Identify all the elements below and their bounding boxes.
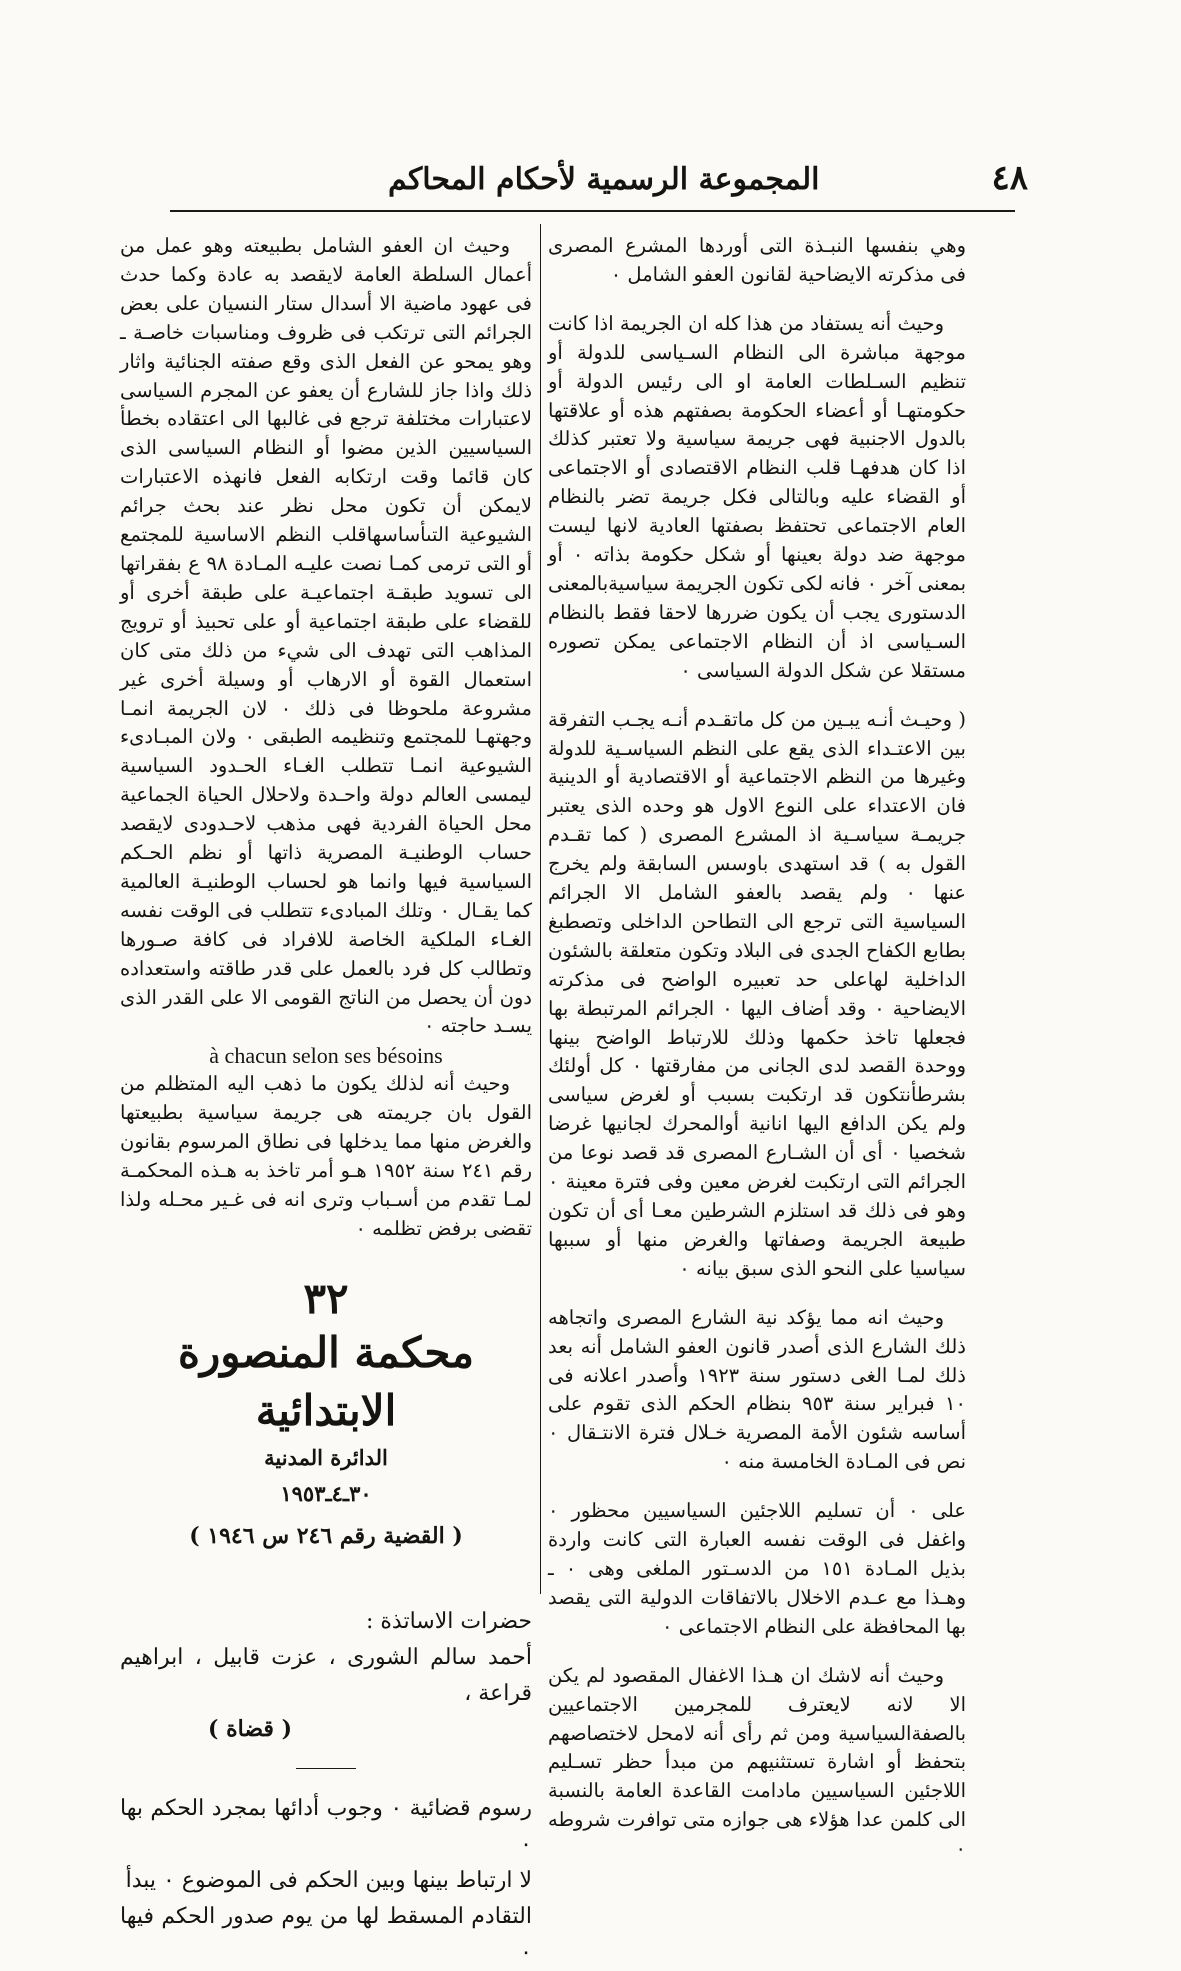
judges-names: أحمد سالم الشورى ، عزت قابيل ، ابراهيم قراعة ، <box>120 1644 532 1706</box>
header-rule <box>170 210 1015 212</box>
circuit-name: الدائرة المدنية <box>264 1444 388 1470</box>
summary-line: التقادم المسقط لها من يوم صدور الحكم فيها ٠ <box>120 1903 532 1965</box>
paragraph: وحيث أنه لاشك ان هـذا الاغفال المقصود لم يكن الا لانه لايعترف للمجرمين الاجتماعيين بالصفةالسياسية ومن ثم رأى أنه لامحل لاختصاصهم بتحفظ أو اشارة تستثنيهم من مبدأ حظر تسـليم اللاجئين السياسيين مادامت القاعدة العامة بالنسبة الى كلمن عدا هؤلاء هى جوازه متى توافرت شروطه ٠ <box>548 1663 966 1861</box>
paragraph: وحيث انه مما يؤكد نية الشارع المصرى واتجاهه ذلك الشارع الذى أصدر قانون العفو الشامل أنه بعد ذلك لمـا الغى دستور سنة ١٩٢٣ وأصدر اعلانه فى ١٠ فبراير سنة ٩٥٣ بنظام الحكم الذى تقوم على أساسه شئون الأمة المصرية خـلال فترة الانتـقال ٠ نص فى المـادة الخامسة منه ٠ <box>548 1305 966 1474</box>
running-title: المجموعة الرسمية لأحكام المحاكم <box>388 162 820 197</box>
section-divider <box>296 1768 356 1769</box>
closing-paragraph: وحيث أنه لذلك يكون ما ذهب اليه المتظلم من القول بان جريمته هى جريمة سياسية بطبيعتها والغرض منها مما يدخلها فى نطاق المرسوم بقانون رقم ٢٤١ سنة ١٩٥٢ هـو أمر تاخذ به هـذه المحكمـة لمـا تقدم من أسـباب وترى انه فى غـير محـله ولذا تقضى برفض تظلمه ٠ <box>120 1072 532 1240</box>
paragraph: على ٠ أن تسليم اللاجئين السياسيين محظور ٠ واغفل فى الوقت نفسه العبارة التى كانت واردة بذيل المـادة ١٥١ من الدسـتور الملغى وهى ٠ ـ وهـذا مع عـدم الاخلال بالاتفاقات الدولية التى يقصد بها المحافظة على النظام الاجتماعى ٠ <box>548 1499 966 1638</box>
summary-line: رسوم قضائية ٠ وجوب أدائها بمجرد الحكم بها ٠ <box>120 1795 532 1857</box>
paragraph: وحيث أنه يستفاد من هذا كله ان الجريمة اذا كانت موجهة مباشرة الى النظام السـياسى للدولة أو تنظيم السـلطات العامة او الى رئيس الدولة أو حكومتهـا أو أعضاء الحكومة بصفتهم هذه أو علاقتها بالدول الاجنبية فهى جريمة سياسية ولا تعتبر كذلك اذا كان هدفهـا قلب النظام الاقتصادى أو الاجتماعى أو القضاء عليه وبالتالى فكل جريمة تضر بالنظام العام الاجتماعى تحتفظ بصفتها العادية لانها ليست موجهة ضد دولة بعينها أو شكل حكومة بذاته ٠ أو بمعنى آخر ٠ فانه لكى تكون الجريمة سياسيةبالمعنى الدستورى يجب أن يكون ضررها لاحقا فقط بالنظام السـياسى اذ أن النظام الاجتماعى يمكن تصوره مستقلا عن شكل الدولة السياسى ٠ <box>548 311 966 682</box>
latin-quote: à chacun selon ses bésoins <box>209 1043 443 1069</box>
column-divider <box>540 224 541 1594</box>
section-number: ٣٢ <box>303 1273 349 1323</box>
paragraph: وحيث ان العفو الشامل بطبيعته وهو عمل من أعمال السلطة العامة لايقصد به عادة وكما حدث فى عهود ماضية الا أسدال ستار النسيان على بعض الجرائم التى ترتكب فى ظروف ومناسبات خاصـة ـ وهو يمحو عن الفعل الذى وقع صفته الجنائية واثار ذلك واذا جاز للشارع أن يعفو عن المجرم السياسى لاعتبارات مختلفة ترجع فى غالبها الى اعتقاده بخطأ السياسيين الذين مضوا أو النظام السياسى الذى كان قائما وقت ارتكابه الفعل فانهذه الاعتبارات لايمكن أن تكون محل نظر عند بحث جرائم الشيوعية التىأساسهاقلب النظم الاساسية للمجتمع أو التى ترمى كمـا نصت عليـه المـادة ٩٨ ع بفقراتها الى تسويد طبقـة اجتماعيـة على طبقة أخرى أو للقضاء على طبقة اجتماعية أو على تحبيذ أو ترويج المذاهب التى تهدف الى شيء من ذلك متى كان استعمال القوة أو الارهاب أو وسيلة أخرى غير مشروعة ملحوظا فى ذلك ٠ لان الجريمة انمـا وجهتهـا للمجتمع وتنظيمه الطبقى ٠ ولان المبـادىء الشيوعية انمـا تتطلب الغـاء الحـدود السياسية ليمسى العالم دولة واحـدة ولاحلال الحياة الجماعية محل الحياة الفردية فهى مذهب لاحـدودى لايقصد حساب الوطنيـة المصرية ذاتها أو نظم الحـكم السياسية فيها وانما هو لحساب الوطنيـة العالمية كما يقـال ٠ وتلك المبادىء تتطلب فى الوقت نفسه الغـاء الملكية الخاصة للافراد فى كافة صـورها وتطالب كل فرد بالعمل على قدر طاقته واستعداده دون أن يحصل من الناتج القومى الا على القدر الذى يسـد حاجته ٠ <box>120 234 533 1038</box>
left-column <box>120 232 532 1971</box>
paragraph: ( وحيـث أنـه يبـين من كل ماتقـدم أنـه يجـب التفرقة بين الاعتـداء الذى يقع على النظم السياسـية للدولة وغيرها من النظم الاجتماعية أو الاقتصادية أو الدينية فان الاعتداء على النوع الاول هو وحده الذى يعتبر جريمـة سياسـية اذ المشرع المصرى ( كما تقـدم القول به ) قد استهدى باوسس السابقة ولم يخرج عنها ٠ ولم يقصد بالعفو الشامل الا الجرائم السياسية التى ترجع الى التطاحن الداخلى وتصطبغ بطابع الكفاح الجدى فى البلاد وتكون متعلقة بالشئون الداخلية لهاعلى حد تعبيره الواضح فى مذكرته الايضاحية ٠ وقد أضاف اليها ٠ الجرائم المرتبطة بها فجعلها تاخذ حكمها وذلك للارتباط الواضح بينها ووحدة القصد لدى الجانى من مفارقتها ٠ كل أولئك بشرطأنتكون قد ارتكبت بسبب أو لغرض سياسى ولم يكن الدافع اليها انانية أوالمحرك لجانيها غرضا شخصيا ٠ أى أن الشـارع المصرى قد قصد نوعا من الجرائم التى ارتكبت لغرض معين وفى فترة معينة ٠ وهو فى ذلك قد استلزم الشرطين معـا أى أن تكون طبيعة الجريمة وصفاتها والغرض منها أو سببها سياسيا على النحو الذى سبق بيانه ٠ <box>548 707 967 1280</box>
case-number: ( القضية رقم ٢٤٦ س ١٩٤٦ ) <box>189 1522 463 1549</box>
judges-label: حضرات الاساتذة : <box>365 1608 532 1634</box>
judges-title: ( قضاة ) <box>208 1715 292 1742</box>
judgment-date: ٣٠ـ٤ـ١٩٥٣ <box>280 1480 372 1506</box>
page-number: ٤٨ <box>991 158 1028 198</box>
court-name: محكمة المنصورة الابتدائية <box>177 1327 475 1435</box>
summary-line: لا ارتباط بينها وبين الحكم فى الموضوع ٠ يبدأ <box>125 1867 532 1893</box>
page-header <box>388 158 1028 208</box>
paragraph: وهي بنفسها النبـذة التى أوردها المشرع المصرى فى مذكرته الايضاحية لقانون العفو الشامل ٠ <box>548 234 966 286</box>
right-column <box>548 232 966 1864</box>
